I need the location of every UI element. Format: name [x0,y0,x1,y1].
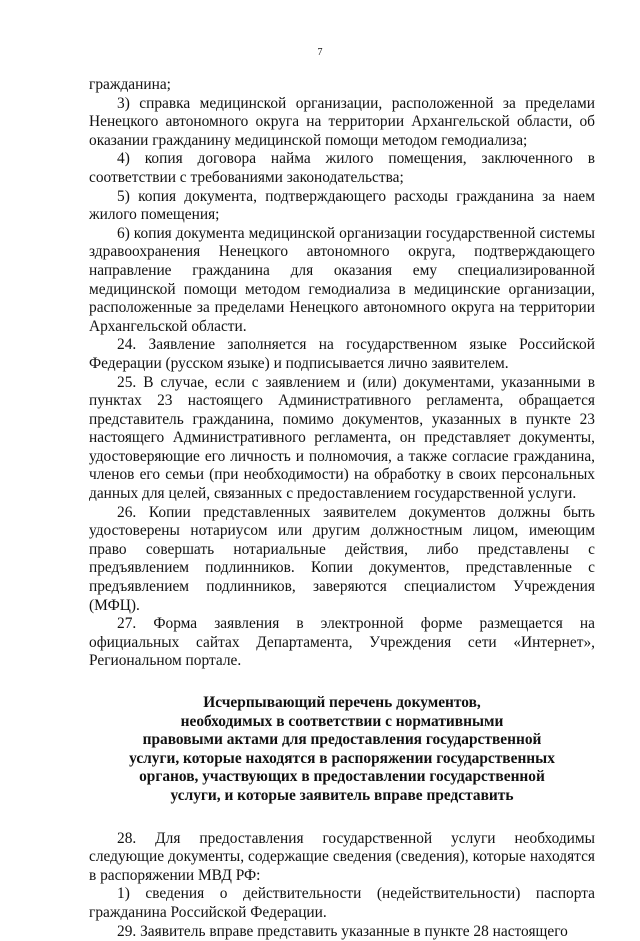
paragraph-item-5: 5) копия документа, подтверждающего расходы гражданина за наем жилого помещения; [89,187,595,224]
heading-line: услуги, которые находятся в распоряжении государственных [129,749,555,767]
heading-line: Исчерпывающий перечень документов, [203,694,481,711]
paragraph-point-25: 25. В случае, если с заявлением и (или) документами, указанными в пунктах 23 настоящего Административного регламента, обращается представитель гражданина, помимо документов, указанных в пункте 23 настоящего Административного регламента, он представляет документы, удостоверяющие его личность и полномочия, а также согласие гражданина, членов его семьи (при необходимости) на обработку в своих персональных данных для целей, связанных с предоставлением государственной услуги. [89,373,595,503]
paragraph-item-3: 3) справка медицинской организации, расположенной за пределами Ненецкого автономного округа на территории Архангельской области, об оказании гражданину медицинской помощи методом гемодиализа; [89,94,595,149]
paragraphs-before-heading [89,76,595,671]
paragraph-item-4: 4) копия договора найма жилого помещения, заключенного в соответствии с требованиями законодательства; [89,150,595,186]
paragraph-point-24: 24. Заявление заполняется на государственном языке Российской Федерации (русском языке) и подписывается лично заявителем. [89,336,595,372]
heading-line: правовыми актами для предоставления государственной [142,731,542,749]
section-heading [89,694,595,806]
paragraphs-after-heading [89,830,595,941]
paragraph-item-6: 6) копия документа медицинской организации государственной системы здравоохранения Ненецкого автономного округа, подтверждающего направление гражданина для оказания ему специализированной медицинской помощи методом гемодиализа в медицинские организации, расположенные за пределами Ненецкого автономного округа на территории Архангельской области. [89,224,595,335]
heading-line: услуги, и которые заявитель вправе представить [170,786,514,804]
paragraph-cont-grazhdanina: гражданина; [89,76,171,93]
paragraph-point-27: 27. Форма заявления в электронной форме размещается на официальных сайтах Департамента, Учреждения сети «Интернет», Региональном портале. [89,615,595,670]
paragraph-point-29: 29. Заявитель вправе представить указанные в пункте 28 настоящего [117,922,568,940]
paragraph-point-28: 28. Для предоставления государственной услуги необходимы следующие документы, содержащие сведения (сведения), которые находятся в распоряжении МВД РФ: [89,829,595,884]
paragraph-point-28-1: 1) сведения о действительности (недействительности) паспорта гражданина Российской Федерации. [89,885,595,921]
page-number: 7 [317,47,323,58]
paragraph-point-26: 26. Копии представленных заявителем документов должны быть удостоверены нотариусом или другим должностным лицом, имеющим право совершать нотариальные действия, либо представлены с предъявлением подлинников. Копии документов, представленные с предъявлением подлинников, заверяются специалистом Учреждения (МФЦ). [89,503,595,614]
document-body [89,76,595,941]
heading-line: органов, участвующих в предоставлении государственной [139,768,545,786]
heading-line: необходимых в соответствии с нормативными [180,712,504,730]
